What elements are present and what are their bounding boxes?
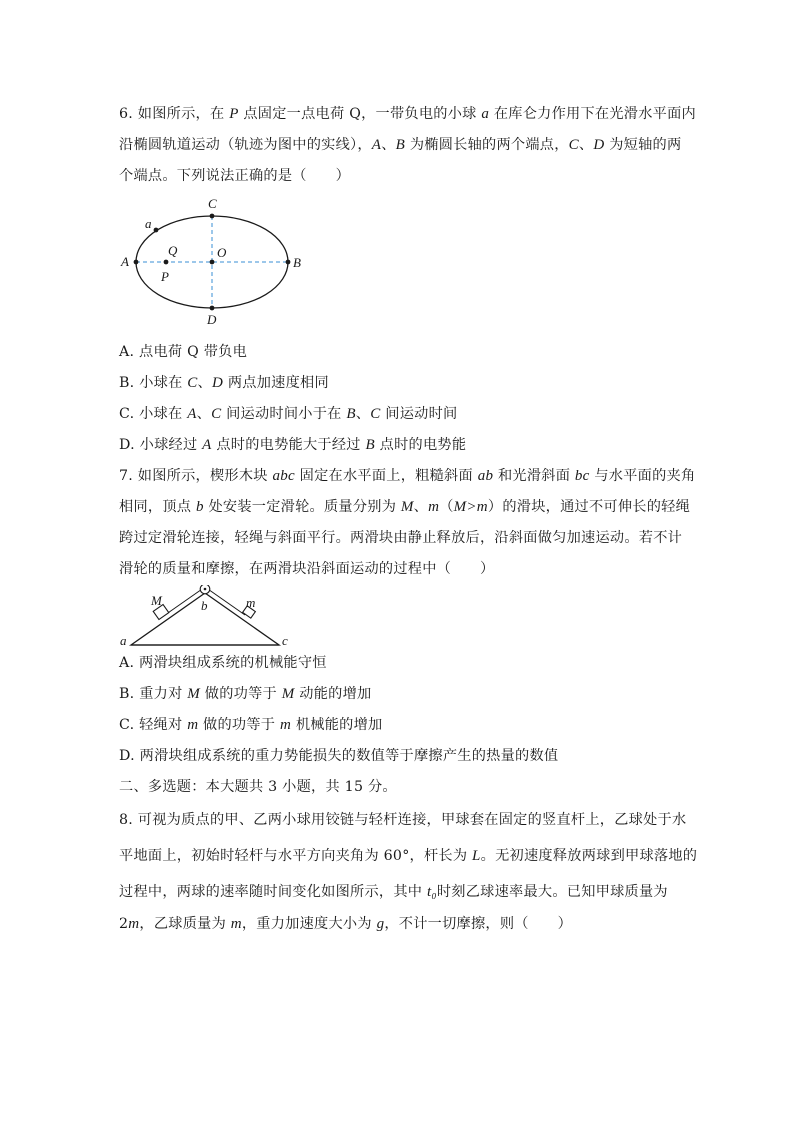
text: 沿椭圆轨道运动（轨迹为图中的实线）， xyxy=(119,137,372,153)
ellipse-orbit-figure xyxy=(110,190,320,340)
text: 点固定一点电荷 Q，一带负电的小球 xyxy=(238,106,482,122)
rope-right xyxy=(210,591,245,616)
var: C xyxy=(370,406,381,422)
var: M xyxy=(281,686,295,702)
text: 间运动时间 xyxy=(380,406,458,422)
var: A xyxy=(202,437,212,453)
var: L xyxy=(472,848,481,864)
label-a: a xyxy=(120,633,127,648)
var: bc xyxy=(574,468,590,484)
text: 、 xyxy=(196,406,212,422)
q7-option-a[interactable] xyxy=(119,653,327,673)
var: M xyxy=(187,686,201,702)
text: 、 xyxy=(197,375,212,391)
text: 、 xyxy=(381,137,396,153)
text: ，乙球质量为 xyxy=(139,916,231,932)
text: 做的功等于 xyxy=(198,717,281,733)
q7-stem-line-2 xyxy=(119,497,690,517)
point-c-end xyxy=(210,214,215,219)
var: b xyxy=(195,499,204,515)
label-b: b xyxy=(201,598,208,613)
text: 做的功等于 xyxy=(200,686,282,702)
text: 间运动时间小于在 xyxy=(221,406,347,422)
text: 点时的电势能 xyxy=(374,437,467,453)
label-M: M xyxy=(151,593,162,608)
text: A. 两滑块组成系统的机械能守恒 xyxy=(119,655,327,671)
text: D. 两滑块组成系统的重力势能损失的数值等于摩擦产生的热量的数值 xyxy=(119,748,559,764)
text: 为短轴的两 xyxy=(604,137,682,153)
label-c: c xyxy=(282,633,288,648)
label-Q: Q xyxy=(168,243,178,258)
label-C: C xyxy=(208,196,217,211)
text: 两点加速度相同 xyxy=(223,375,329,391)
var: B xyxy=(395,137,406,153)
point-ball-a xyxy=(154,228,159,233)
text: B. 小球在 xyxy=(119,375,188,391)
q8-stem-line-2 xyxy=(119,846,697,866)
point-d-end xyxy=(210,306,215,311)
var: m xyxy=(280,717,292,733)
text: 平地面上，初始时轻杆与水平方向夹角为 60°，杆长为 xyxy=(119,848,473,864)
label-a: a xyxy=(145,216,152,231)
text: 和光滑斜面 xyxy=(493,468,575,484)
text: （ xyxy=(439,499,454,515)
text: 时刻乙球速率最大。已知甲球质量为 xyxy=(436,884,668,900)
var: m xyxy=(428,499,440,515)
q7-stem-line-3: 跨过定滑轮连接，轻绳与斜面平行。两滑块由静止释放后，沿斜面做匀加速运动。若不计 xyxy=(119,530,683,546)
point-p-charge xyxy=(164,260,169,265)
text: ，重力加速度大小为 xyxy=(241,916,377,932)
var: abc xyxy=(272,468,295,484)
var: D xyxy=(212,375,224,391)
var: a xyxy=(481,106,490,122)
q8-stem-line-4 xyxy=(119,914,572,934)
wedge-pulley-figure xyxy=(115,585,305,650)
var: M xyxy=(400,499,414,515)
label-D: D xyxy=(207,312,217,327)
var: m xyxy=(187,717,199,733)
var: B xyxy=(365,437,375,453)
var: t₀ xyxy=(426,884,437,900)
var: A xyxy=(371,137,382,153)
point-o-center xyxy=(210,260,215,265)
q6-option-d[interactable] xyxy=(119,435,466,455)
var: m xyxy=(128,916,140,932)
q6-stem-line-3: 个端点。下列说法正确的是（ ） xyxy=(119,168,351,184)
q6-stem-line-1 xyxy=(119,104,696,124)
q6-option-a[interactable] xyxy=(119,342,247,362)
label-m: m xyxy=(246,595,256,610)
q7-option-b[interactable] xyxy=(119,684,371,704)
pulley-axle xyxy=(204,588,207,591)
var: A xyxy=(187,406,197,422)
text: A. 点电荷 Q 带负电 xyxy=(119,344,248,360)
var: M>m xyxy=(453,499,488,515)
text: 动能的增加 xyxy=(294,686,372,702)
text: 、 xyxy=(413,499,429,515)
var: B xyxy=(346,406,356,422)
label-A: A xyxy=(121,254,129,269)
q6-option-c[interactable] xyxy=(119,404,457,424)
var: C xyxy=(568,137,579,153)
rope-left xyxy=(165,591,200,616)
text: 。无初速度释放两球到甲球落地的 xyxy=(480,848,698,864)
label-P: P xyxy=(161,269,169,284)
var: g xyxy=(376,916,385,932)
text: C. 轻绳对 xyxy=(119,717,188,733)
section-heading-multiple-choice: 二、多选题：本大题共 3 小题，共 15 分。 xyxy=(119,779,397,795)
label-O: O xyxy=(217,245,227,260)
text: B. 重力对 xyxy=(119,686,188,702)
var: P xyxy=(229,106,239,122)
text: 处安装一定滑轮。质量分别为 xyxy=(203,499,401,515)
text: 固定在水平面上，粗糙斜面 xyxy=(294,468,478,484)
text: 在库仑力作用下在光滑水平面内 xyxy=(489,106,696,122)
text: 、 xyxy=(578,137,594,153)
q8-stem-line-1: 8. 可视为质点的甲、乙两小球用铰链与轻杆连接，甲球套在固定的竖直杆上，乙球处于水 xyxy=(119,812,687,828)
text: 6. 如图所示，在 xyxy=(119,106,230,122)
q6-stem-line-2 xyxy=(119,135,681,155)
q7-option-d[interactable] xyxy=(119,746,558,766)
text: 、 xyxy=(355,406,371,422)
text: ，不计一切摩擦，则（ ） xyxy=(384,916,573,932)
text: D. 小球经过 xyxy=(119,437,203,453)
text: 7. 如图所示，楔形木块 xyxy=(119,468,273,484)
q7-stem-line-1 xyxy=(119,466,695,486)
q7-stem-line-4: 滑轮的质量和摩擦，在两滑块沿斜面运动的过程中（ ） xyxy=(119,561,495,577)
var: D xyxy=(593,137,605,153)
text: 过程中，两球的速率随时间变化如图所示，其中 xyxy=(119,884,427,900)
var: m xyxy=(230,916,242,932)
var: ab xyxy=(477,468,494,484)
q8-stem-line-3 xyxy=(119,882,668,902)
point-b-end xyxy=(286,260,291,265)
var: C xyxy=(211,406,222,422)
q7-option-c[interactable] xyxy=(119,715,383,735)
label-B: B xyxy=(293,255,301,270)
text: 机械能的增加 xyxy=(291,717,383,733)
text: ）的滑块，通过不可伸长的轻绳 xyxy=(487,499,691,515)
text: 与水平面的夹角 xyxy=(589,468,696,484)
var: C xyxy=(187,375,198,391)
text: 相同，顶点 xyxy=(119,499,196,515)
q6-option-b[interactable] xyxy=(119,373,329,393)
text: 点时的电势能大于经过 xyxy=(211,437,366,453)
text: 2 xyxy=(119,916,129,932)
point-a-end xyxy=(134,260,139,265)
text: 为椭圆长轴的两个端点， xyxy=(405,137,569,153)
text: C. 小球在 xyxy=(119,406,188,422)
